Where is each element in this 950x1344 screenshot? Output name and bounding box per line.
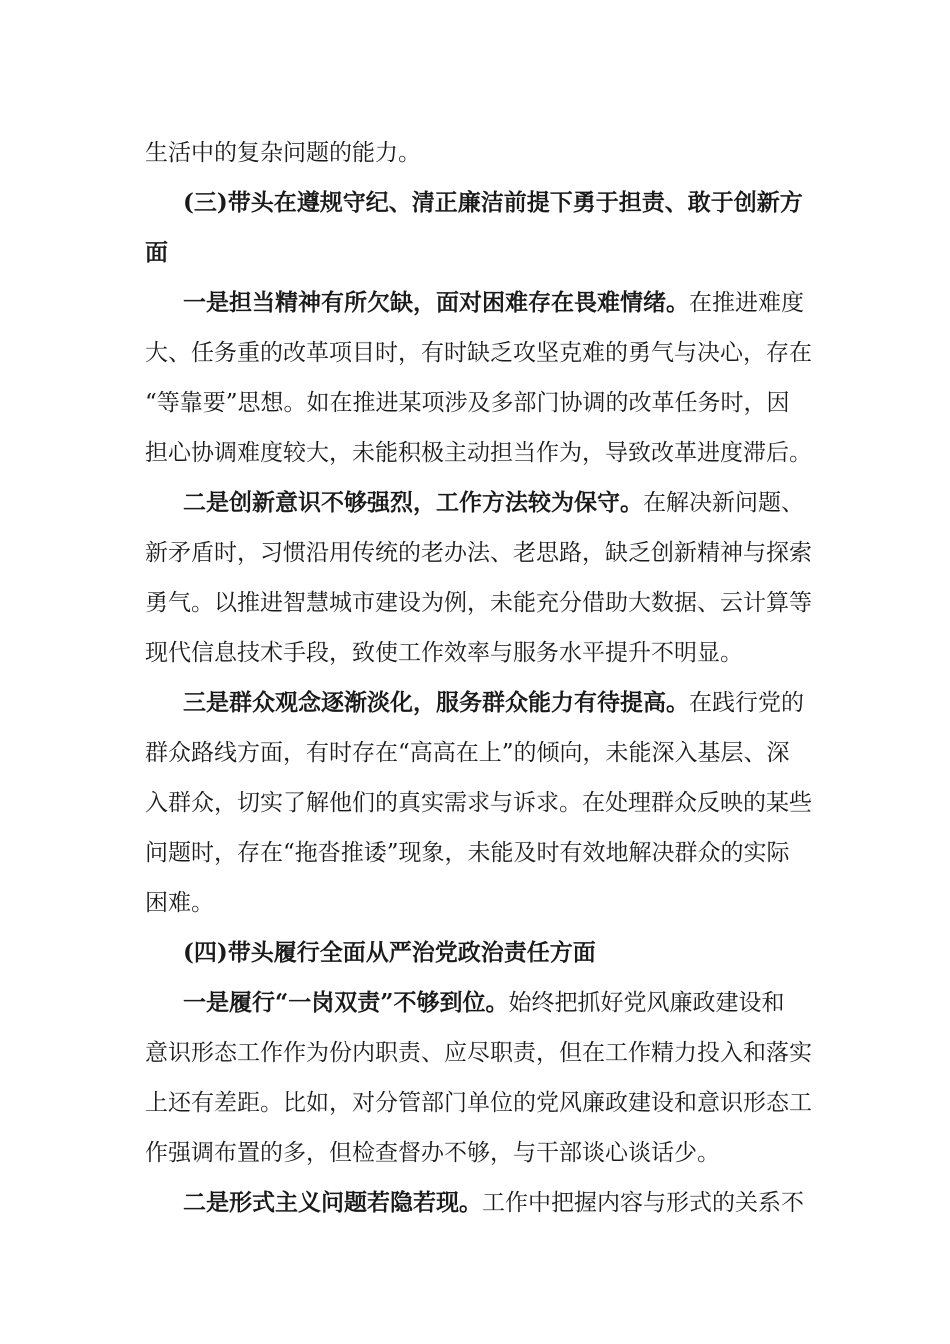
paragraph-text: 始终把抓好党风廉政建设和 [508, 990, 785, 1016]
point-heading: 二是形式主义问题若隐若现。 [183, 1189, 482, 1216]
paragraph-line: 大、任务重的改革项目时，有时缺乏攻坚克难的勇气与决心，存在 [145, 340, 812, 366]
paragraph-line: 入群众，切实了解他们的真实需求与诉求。在处理群众反映的某些 [145, 790, 812, 816]
paragraph-line: 上还有差距。比如，对分管部门单位的党风廉政建设和意识形态工 [145, 1090, 812, 1116]
paragraph-text: 在推进难度 [689, 290, 804, 316]
section-heading: (三)带头在遵规守纪、清正廉洁前提下勇于担责、敢于创新方 [183, 189, 803, 216]
paragraph-line: 意识形态工作作为份内职责、应尽职责，但在工作精力投入和落实 [145, 1040, 812, 1066]
paragraph-line [183, 689, 804, 717]
paragraph-line: 困难。 [145, 890, 214, 916]
paragraph-text: 在践行党的 [689, 690, 804, 716]
paragraph-text: 工作中把握内容与形式的关系不 [482, 1190, 804, 1216]
paragraph-line: 担心协调难度较大，未能积极主动担当作为，导致改革进度滞后。 [145, 440, 812, 466]
section-heading-continued: 面 [145, 239, 168, 266]
point-heading: 三是群众观念逐渐淡化，服务群众能力有待提高。 [183, 689, 689, 716]
paragraph-line: 生活中的复杂问题的能力。 [145, 140, 421, 166]
paragraph-line: 问题时，存在“拖沓推诿”现象，未能及时有效地解决群众的实际 [145, 840, 790, 866]
paragraph-line: 勇气。以推进智慧城市建设为例，未能充分借助大数据、云计算等 [145, 590, 812, 616]
point-heading: 一是履行“一岗双责”不够到位。 [183, 989, 509, 1016]
point-heading: 一是担当精神有所欠缺，面对困难存在畏难情绪。 [183, 289, 689, 316]
paragraph-line: 现代信息技术手段，致使工作效率与服务水平提升不明显。 [145, 640, 743, 666]
section-heading: (四)带头履行全面从严治党政治责任方面 [183, 939, 596, 966]
paragraph-line [183, 989, 784, 1017]
paragraph-line: 新矛盾时，习惯沿用传统的老办法、老思路，缺乏创新精神与探索 [145, 540, 812, 566]
paragraph-line: “等靠要”思想。如在推进某项涉及多部门协调的改革任务时，因 [145, 390, 790, 416]
paragraph-line: 作强调布置的多，但检查督办不够，与干部谈心谈话少。 [145, 1140, 720, 1166]
paragraph-line [183, 489, 804, 517]
paragraph-text: 在解决新问题、 [643, 490, 804, 516]
point-heading: 二是创新意识不够强烈，工作方法较为保守。 [183, 489, 643, 516]
paragraph-line [183, 1189, 804, 1217]
paragraph-line [183, 289, 804, 317]
paragraph-line: 群众路线方面，有时存在“高高在上”的倾向，未能深入基层、深 [145, 740, 790, 766]
